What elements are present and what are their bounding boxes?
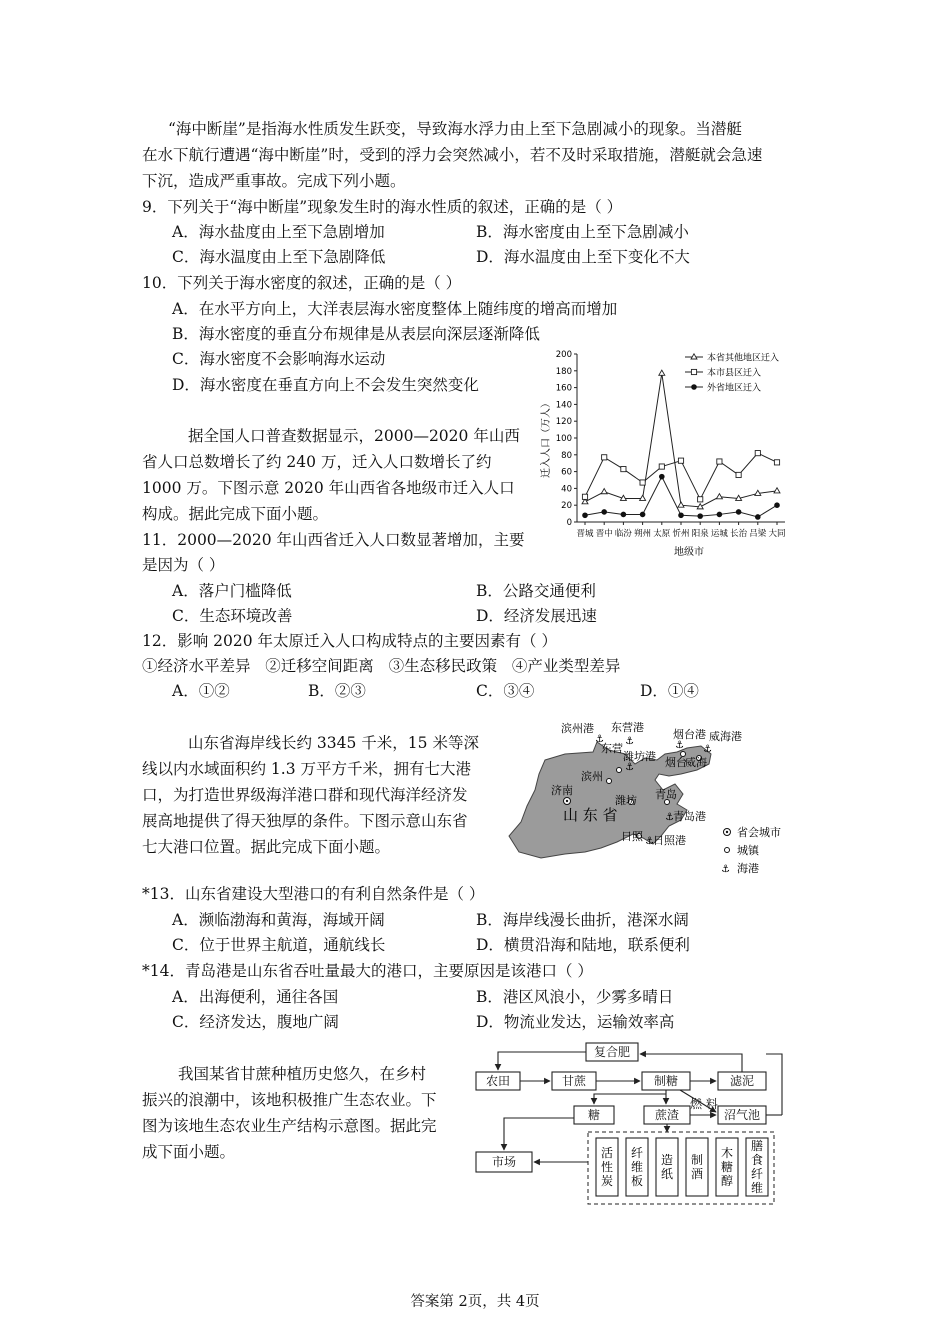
data-point xyxy=(691,354,697,359)
q11-option-c: C．生态环境改善 xyxy=(172,607,293,625)
y-tick-label: 140 xyxy=(555,400,572,411)
data-point xyxy=(755,451,760,456)
data-point xyxy=(716,494,722,499)
port-qingdao: 青岛港 xyxy=(673,810,706,823)
product-label: 纤维板 xyxy=(630,1146,644,1188)
intro4-line4: 成下面小题。 xyxy=(142,1143,236,1161)
intro2-line1: 据全国人口普查数据显示，2000—2020 年山西 xyxy=(188,427,520,445)
q13-option-a: A．濒临渤海和黄海，海域开阔 xyxy=(172,911,385,929)
q9-stem: 9．下列关于“海中断崖”现象发生时的海水性质的叙述，正确的是（ ） xyxy=(142,198,623,216)
label-market: 市场 xyxy=(491,1155,517,1169)
city-weifang: 潍坊 xyxy=(615,794,637,807)
x-tick-label: 太原 xyxy=(653,529,671,539)
legend-label: 本省其他地区迁入 xyxy=(707,353,780,364)
q12-stem: 12．影响 2020 年太原迁入人口构成特点的主要因素有（ ） xyxy=(142,632,557,650)
q9-option-b: B．海水密度由上至下急剧减小 xyxy=(476,223,689,241)
port-dongying: 东营港 xyxy=(611,721,644,734)
q11-option-a: A．落户门槛降低 xyxy=(172,582,292,600)
legend-port: 海港 xyxy=(737,862,759,875)
eco-agriculture-diagram xyxy=(470,1038,790,1208)
q9-option-c: C．海水温度由上至下急剧降低 xyxy=(172,248,386,266)
data-point xyxy=(602,455,607,460)
q9-option-a: A．海水盐度由上至下急剧增加 xyxy=(172,223,385,241)
intro1-line2: 在水下航行遭遇“海中断崖”时，受到的浮力会突然减小，若不及时采取措施，潜艇就会急速 xyxy=(142,146,763,164)
q11-stem-line2: 是因为（ ） xyxy=(142,556,225,574)
data-point xyxy=(736,472,741,477)
data-point xyxy=(678,502,684,507)
city-rizhao: 日照 xyxy=(621,830,643,843)
port-rizhao: 日照港 xyxy=(653,834,686,847)
intro4-line1: 我国某省甘蔗种植历史悠久，在乡村 xyxy=(178,1065,427,1083)
intro4-line2: 振兴的浪潮中，该地积极推广生态农业。下 xyxy=(142,1091,437,1109)
data-point xyxy=(582,494,587,499)
y-tick-label: 40 xyxy=(561,484,572,495)
port-yantai: 烟台港 xyxy=(673,728,706,741)
city-yantai: 烟台 xyxy=(665,756,687,769)
data-point xyxy=(601,489,607,494)
q9-option-d: D．海水温度由上至下变化不大 xyxy=(476,248,690,266)
product-label: 活性炭 xyxy=(600,1146,614,1188)
data-point xyxy=(601,509,607,515)
intro3-line1: 山东省海岸线长约 3345 千米，15 米等深 xyxy=(188,734,479,752)
x-tick-label: 朔州 xyxy=(634,529,652,539)
anchor-icon: ⚓ xyxy=(625,736,634,747)
label-sugar: 糖 xyxy=(587,1108,601,1122)
data-point xyxy=(640,512,646,518)
y-tick-label: 160 xyxy=(555,383,572,394)
data-point xyxy=(621,466,626,471)
product-label: 制酒 xyxy=(690,1153,704,1181)
y-tick-label: 60 xyxy=(561,467,572,478)
product-label: 膳食纤维 xyxy=(750,1139,764,1195)
q14-option-d: D．物流业发达，运输效率高 xyxy=(476,1013,675,1031)
label-sugarcane: 甘蔗 xyxy=(561,1074,587,1088)
q11-option-d: D．经济发展迅速 xyxy=(476,607,597,625)
q13-option-b: B．海岸线漫长曲折，港深水阔 xyxy=(476,911,689,929)
y-tick-label: 100 xyxy=(555,434,572,444)
x-tick-label: 晋城 xyxy=(576,529,594,539)
x-tick-label: 吕梁 xyxy=(749,529,767,539)
product-label: 造纸 xyxy=(660,1153,674,1181)
data-point xyxy=(774,460,779,465)
q14-stem: *14．青岛港是山东省吞吐量最大的港口，主要原因是该港口（ ） xyxy=(142,962,593,980)
label-sugar-making: 制糖 xyxy=(653,1074,679,1088)
q11-stem-line1: 11．2000—2020 年山西省迁入人口数显著增加，主要 xyxy=(142,531,525,549)
city-marker xyxy=(607,779,612,784)
anchor-icon: ⚓ xyxy=(595,734,604,745)
shandong-port-map xyxy=(505,718,795,878)
q13-option-d: D．横贯沿海和陆地，联系便利 xyxy=(476,936,690,954)
port-weihai: 威海港 xyxy=(709,730,742,743)
x-tick-label: 大同 xyxy=(768,529,786,539)
anchor-icon: ⚓ xyxy=(665,812,674,823)
q13-stem: *13．山东省建设大型港口的有利自然条件是（ ） xyxy=(142,885,485,903)
intro1-line1: “海中断崖”是指海水性质发生跃变，导致海水浮力由上至下急剧减小的现象。当潜艇 xyxy=(168,120,742,138)
province-label: 山 东 省 xyxy=(563,806,618,824)
y-tick-label: 0 xyxy=(566,518,572,528)
x-tick-label: 长治 xyxy=(730,529,748,539)
x-tick-label: 忻州 xyxy=(672,529,690,539)
x-axis-label: 地级市 xyxy=(674,547,704,558)
data-point xyxy=(691,369,696,374)
anchor-icon: ⚓ xyxy=(625,762,634,773)
data-point xyxy=(774,502,780,508)
label-compound-fertilizer: 复合肥 xyxy=(593,1045,631,1059)
data-point xyxy=(582,512,588,518)
x-tick-label: 阳泉 xyxy=(691,529,709,539)
x-tick-label: 运城 xyxy=(710,529,728,539)
label-fuel: 燃 料 xyxy=(690,1097,718,1111)
q10-option-b: B．海水密度的垂直分布规律是从表层向深层逐渐降低 xyxy=(172,325,540,343)
q14-option-a: A．出海便利，通往各国 xyxy=(172,988,339,1006)
x-tick-label: 临汾 xyxy=(614,529,632,539)
data-point xyxy=(691,384,697,390)
intro2-line3: 1000 万。下图示意 2020 年山西省各地级市迁入人口 xyxy=(142,479,515,497)
label-bagasse: 蔗渣 xyxy=(654,1108,680,1122)
legend-capital: 省会城市 xyxy=(737,826,781,839)
intro4-line3: 图为该地生态农业生产结构示意图。据此完 xyxy=(142,1117,437,1135)
y-tick-label: 200 xyxy=(555,350,572,360)
port-binzhou: 滨州港 xyxy=(561,722,594,735)
city-weihai: 威海 xyxy=(685,756,707,769)
intro2-line2: 省人口总数增长了约 240 万，迁入人口数增长了约 xyxy=(142,453,492,471)
q10-option-d: D．海水密度在垂直方向上不会发生突然变化 xyxy=(172,376,479,394)
intro3-line4: 展高地提供了得天独厚的条件。下图示意山东省 xyxy=(142,812,468,830)
page-footer: 答案第 2页，共 4页 xyxy=(410,1294,540,1310)
q12-option-b: B．②③ xyxy=(308,682,366,700)
q13-option-c: C．位于世界主航道，通航线长 xyxy=(172,936,386,954)
city-binzhou: 滨州 xyxy=(581,770,603,783)
data-point xyxy=(621,512,627,518)
anchor-icon: ⚓ xyxy=(675,740,684,751)
y-tick-label: 120 xyxy=(555,417,572,428)
q11-option-b: B．公路交通便利 xyxy=(476,582,596,600)
anchor-icon: ⚓ xyxy=(645,836,654,847)
q10-stem: 10．下列关于海水密度的叙述，正确的是（ ） xyxy=(142,274,462,292)
data-point xyxy=(717,512,723,518)
city-qingdao: 青岛 xyxy=(655,788,677,801)
y-axis-label: 迁入人口（万人） xyxy=(541,398,552,478)
y-tick-label: 180 xyxy=(555,366,572,377)
y-tick-label: 80 xyxy=(561,450,572,461)
data-point xyxy=(659,474,665,480)
label-biogas: 沼气池 xyxy=(723,1108,761,1122)
intro3-line3: 口，为打造世界级海洋港口群和现代海洋经济发 xyxy=(142,786,468,804)
migration-line-chart xyxy=(535,344,795,566)
intro1-line3: 下沉，造成严重事故。完成下列小题。 xyxy=(142,172,406,190)
data-point xyxy=(678,458,683,463)
q12-option-a: A．①② xyxy=(172,682,230,700)
data-point xyxy=(755,514,761,520)
intro3-line2: 线以内水域面积约 1.3 万平方千米，拥有七大港 xyxy=(142,760,472,778)
y-tick-label: 20 xyxy=(561,501,572,512)
city-dongying: 东营 xyxy=(601,742,623,755)
legend-label: 本市县区迁入 xyxy=(707,368,762,379)
anchor-icon: ⚓ xyxy=(703,744,712,755)
legend-label: 外省地区迁入 xyxy=(707,383,762,394)
city-marker xyxy=(617,768,622,773)
data-point xyxy=(659,464,664,469)
intro3-line5: 七大港口位置。据此完成下面小题。 xyxy=(142,838,391,856)
product-label: 木糖醇 xyxy=(720,1146,734,1188)
q10-option-c: C．海水密度不会影响海水运动 xyxy=(172,350,386,368)
label-farmland: 农田 xyxy=(485,1074,511,1088)
series-line-2 xyxy=(585,477,777,517)
q12-option-d: D．①④ xyxy=(640,682,699,700)
q12-statements: ①经济水平差异 ②迁移空间距离 ③生态移民政策 ④产业类型差异 xyxy=(142,657,621,675)
q12-option-c: C．③④ xyxy=(476,682,535,700)
data-point xyxy=(717,459,722,464)
city-jinan: 济南 xyxy=(551,784,573,797)
data-point xyxy=(698,497,703,502)
intro2-line4: 构成。据此完成下面小题。 xyxy=(142,505,329,523)
data-point xyxy=(736,509,742,515)
data-point xyxy=(640,480,645,485)
port-weifang: 潍坊港 xyxy=(623,750,656,763)
x-tick-label: 晋中 xyxy=(595,529,613,539)
data-point xyxy=(640,495,646,500)
data-point xyxy=(774,488,780,493)
anchor-icon: ⚓ xyxy=(721,864,730,875)
label-filter-mud: 滤泥 xyxy=(729,1074,755,1088)
data-point xyxy=(678,512,684,518)
data-point xyxy=(659,370,665,375)
q14-option-c: C．经济发达，腹地广阔 xyxy=(172,1013,339,1031)
data-point xyxy=(697,513,703,519)
q14-option-b: B．港区风浪小，少雾多晴日 xyxy=(476,988,674,1006)
q10-option-a: A．在水平方向上，大洋表层海水密度整体上随纬度的增高而增加 xyxy=(172,300,618,318)
legend-town: 城镇 xyxy=(737,844,759,857)
